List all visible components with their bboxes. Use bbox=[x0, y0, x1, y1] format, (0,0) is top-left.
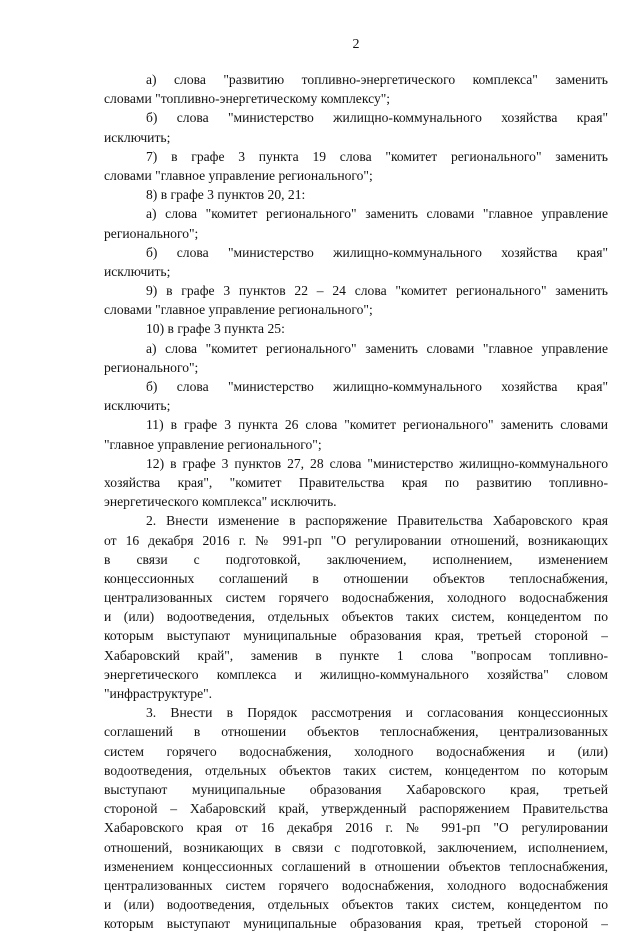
text-line: в связи с подготовкой, заключением, исполнением, изменением bbox=[104, 551, 608, 567]
text-line: исключить; bbox=[104, 129, 171, 145]
text-line: стороной – Хабаровский край, утвержденный распоряжением Правительства bbox=[104, 801, 608, 817]
text-line: централизованных систем горячего водоснабжения, холодного водоснабжения bbox=[104, 590, 608, 606]
text-line: исключить; bbox=[104, 398, 171, 414]
text-line: которым выступают муниципальные образования края, третьей стороной – bbox=[104, 628, 608, 644]
text-line: регионального"; bbox=[104, 359, 199, 375]
text-line: концессионных соглашений в отношении объектов теплоснабжения, bbox=[104, 570, 608, 586]
text-line: и (или) водоотведения, отдельных объектов таких систем, концедентом по bbox=[104, 609, 608, 625]
text-line: регионального"; bbox=[104, 225, 199, 241]
text-line: хозяйства края", "комитет Правительства края по развитию топливно- bbox=[104, 474, 608, 490]
text-line: изменением концессионных соглашений в отношении объектов теплоснабжения, bbox=[104, 858, 608, 874]
text-line: 8) в графе 3 пунктов 20, 21: bbox=[146, 187, 306, 203]
text-line: 7) в графе 3 пункта 19 слова "комитет регионального" заменить bbox=[146, 148, 608, 164]
text-line: 12) в графе 3 пунктов 27, 28 слова "министерство жилищно-коммунального bbox=[146, 455, 608, 471]
text-line: централизованных систем горячего водоснабжения, холодного водоснабжения bbox=[104, 877, 608, 893]
text-line: 11) в графе 3 пункта 26 слова "комитет регионального" заменить словами bbox=[146, 417, 608, 433]
text-line: соглашений в отношении объектов теплоснабжения, централизованных bbox=[104, 724, 608, 740]
text-line: выступают муниципальные образования Хабаровского края, третьей bbox=[104, 781, 608, 797]
text-line: систем горячего водоснабжения, холодного водоснабжения и (или) bbox=[104, 743, 608, 759]
text-line: а) слова "комитет регионального" заменить словами "главное управление bbox=[146, 206, 608, 222]
text-line: словами "топливно-энергетическому комплексу"; bbox=[104, 91, 391, 107]
text-line: 9) в графе 3 пунктов 22 – 24 слова "комитет регионального" заменить bbox=[146, 283, 608, 299]
text-line: и (или) водоотведения, отдельных объектов таких систем, концедентом по bbox=[104, 897, 608, 913]
text-line: словами "главное управление регионального"; bbox=[104, 167, 373, 183]
text-line: Хабаровский край", заменив в пункте 1 слова "вопросам топливно- bbox=[104, 647, 608, 663]
text-line: исключить; bbox=[104, 263, 171, 279]
text-line: 3. Внести в Порядок рассмотрения и согласования концессионных bbox=[146, 705, 608, 721]
text-line: б) слова "министерство жилищно-коммунального хозяйства края" bbox=[146, 244, 608, 260]
text-line: энергетического комплекса" исключить. bbox=[104, 494, 337, 510]
text-line: словами "главное управление регионального"; bbox=[104, 302, 373, 318]
text-line: "главное управление регионального"; bbox=[104, 436, 322, 452]
text-line: водоотведения, отдельных объектов таких систем, концедентом по которым bbox=[104, 762, 608, 778]
text-line: Хабаровского края от 16 декабря 2016 г. № 991-рп "О регулировании bbox=[104, 820, 608, 836]
text-line: 10) в графе 3 пункта 25: bbox=[146, 321, 285, 337]
text-line: б) слова "министерство жилищно-коммунального хозяйства края" bbox=[146, 110, 608, 126]
text-line: отношений, возникающих в связи с подготовкой, заключением, исполнением, bbox=[104, 839, 608, 855]
text-line: а) слова "комитет регионального" заменить словами "главное управление bbox=[146, 340, 608, 356]
text-line: от 16 декабря 2016 г. № 991-рп "О регулировании отношений, возникающих bbox=[104, 532, 608, 548]
text-line: "инфраструктуре". bbox=[104, 686, 213, 701]
text-line: а) слова "развитию топливно-энергетического комплекса" заменить bbox=[146, 72, 608, 87]
text-line: б) слова "министерство жилищно-коммунального хозяйства края" bbox=[146, 379, 608, 394]
text-line: которым выступают муниципальные образования края, третьей стороной – bbox=[104, 916, 608, 932]
page-number: 2 bbox=[352, 37, 360, 52]
text-line: энергетического комплекса и жилищно-коммунального хозяйства" словом bbox=[104, 666, 608, 682]
text-line: 2. Внести изменение в распоряжение Правительства Хабаровского края bbox=[146, 513, 608, 529]
document-body bbox=[104, 70, 608, 933]
